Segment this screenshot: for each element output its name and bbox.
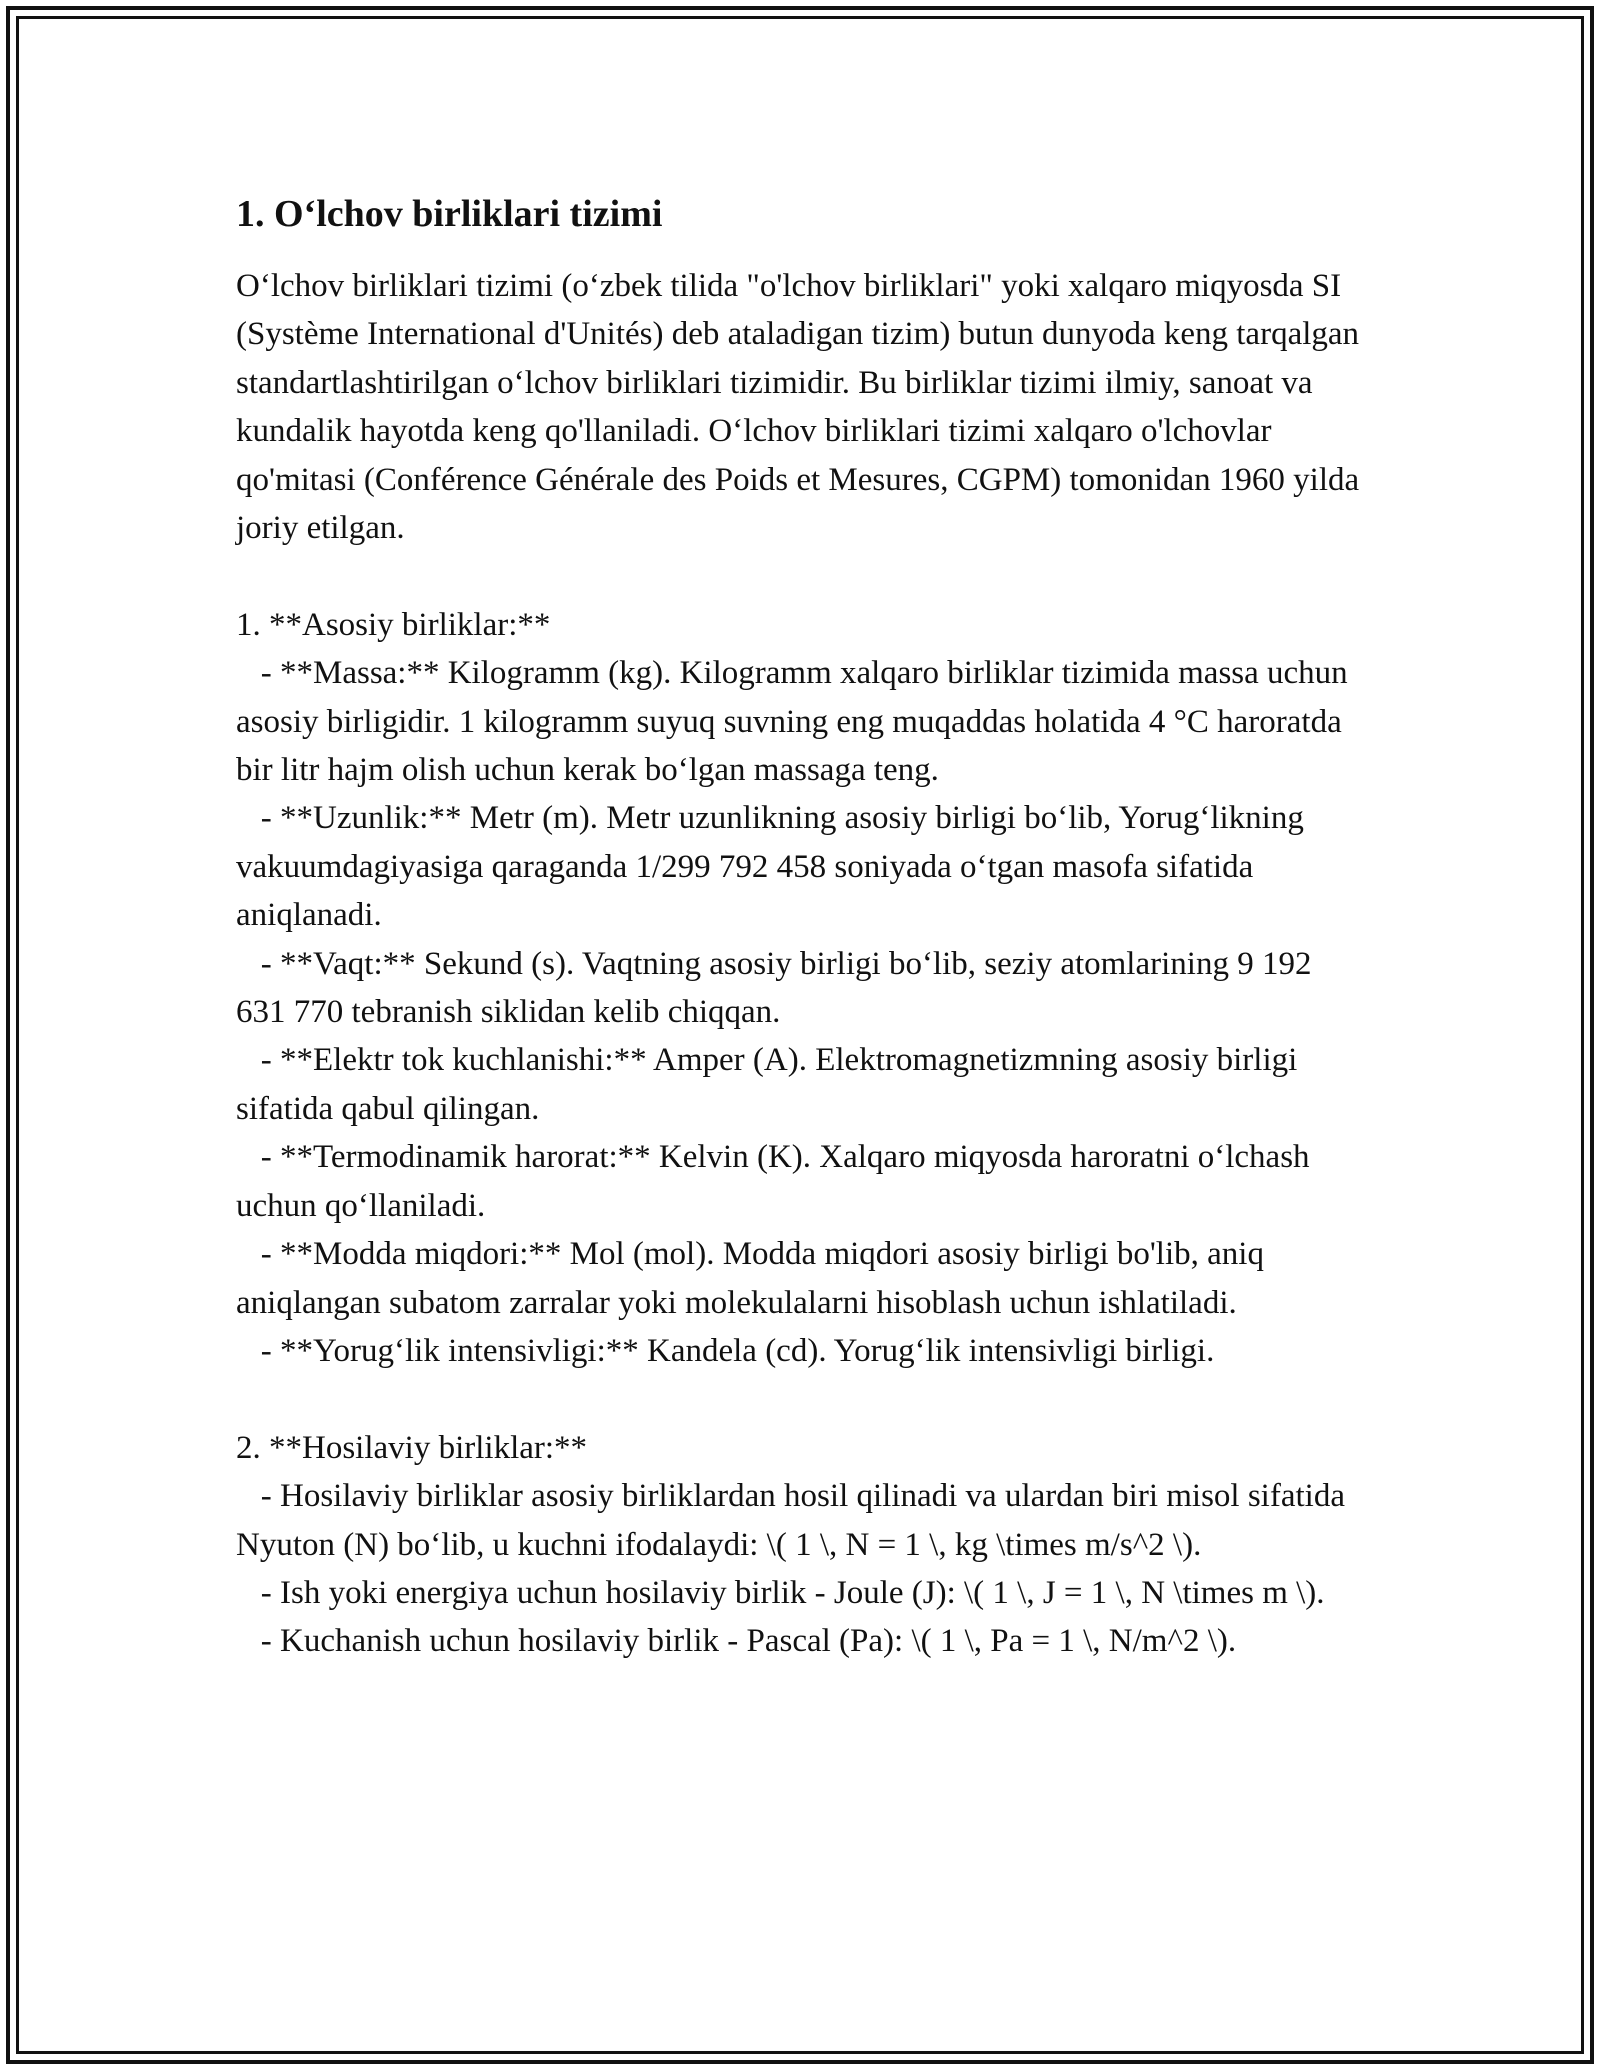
section-heading: 1. Oʻlchov birliklari tizimi: [236, 193, 663, 235]
intro-paragraph: Oʻlchov birliklari tizimi (oʻzbek tilida "o'lchov birliklari" yoki xalqaro miqyosda SI (Système International d'Unités) deb ataladigan tizim) butun dunyoda keng tarqalgan standartlashtirilgan oʻlchov birliklari tizimidir. Bu birliklar tizimi ilmiy, sanoat va kundalik hayotda keng qo'llaniladi. Oʻlchov birliklari tizimi xalqaro o'lchovlar qo'mitasi (Conférence Générale des Poids et Mesures, CGPM) tomonidan 1960 yilda joriy etilgan.: [236, 268, 1368, 547]
list-item-amount-of-substance: - **Modda miqdori:** Mol (mol). Modda miqdori asosiy birligi bo'lib, aniq aniqlangan subatom zarralar yoki molekulalarni hisoblash uchun ishlatiladi.: [236, 1236, 1273, 1321]
list-item-newton: - Hosilaviy birliklar asosiy birliklardan hosil qilinadi va ulardan biri misol sifatida Nyuton (N) boʻlib, u kuchni ifodalaydi: \( 1 \, N = 1 \, kg \times m/s^2 \).: [236, 1478, 1354, 1563]
blank-line: [236, 1375, 1366, 1423]
list-heading-derived-units: 2. **Hosilaviy birliklar:**: [236, 1429, 588, 1466]
list-heading-basic-units: 1. **Asosiy birliklar:**: [236, 606, 551, 643]
blank-line: [236, 552, 1366, 600]
list-item-pascal: - Kuchanish uchun hosilaviy birlik - Pascal (Pa): \( 1 \, Pa = 1 \, N/m^2 \).: [236, 1623, 1237, 1660]
list-item-luminous-intensity: - **Yorugʻlik intensivligi:** Kandela (cd). Yorugʻlik intensivligi birligi.: [236, 1332, 1215, 1369]
list-item-length: - **Uzunlik:** Metr (m). Metr uzunlikning asosiy birligi boʻlib, Yorugʻlikning vakuumdagiyasiga qaraganda 1/299 792 458 soniyada oʻtgan masofa sifatida aniqlanadi.: [236, 800, 1313, 934]
list-item-temperature: - **Termodinamik harorat:** Kelvin (K). Xalqaro miqyosda haroratni oʻlchash uchun qoʻllaniladi.: [236, 1139, 1318, 1224]
document-body: [236, 186, 1366, 1666]
list-item-electric-current: - **Elektr tok kuchlanishi:** Amper (A). Elektromagnetizmning asosiy birligi sifatida qabul qilingan.: [236, 1042, 1306, 1127]
list-item-mass: - **Massa:** Kilogramm (kg). Kilogramm xalqaro birliklar tizimida massa uchun asosiy birligidir. 1 kilogramm suyuq suvning eng muqaddas holatida 4 °C haroratda bir litr hajm olish uchun kerak boʻlgan massaga teng.: [236, 655, 1356, 789]
list-item-joule: - Ish yoki energiya uchun hosilaviy birlik - Joule (J): \( 1 \, J = 1 \, N \times m \).: [236, 1574, 1325, 1611]
list-item-time: - **Vaqt:** Sekund (s). Vaqtning asosiy birligi boʻlib, seziy atomlarining 9 192 631 770 tebranish siklidan kelib chiqqan.: [236, 945, 1320, 1031]
